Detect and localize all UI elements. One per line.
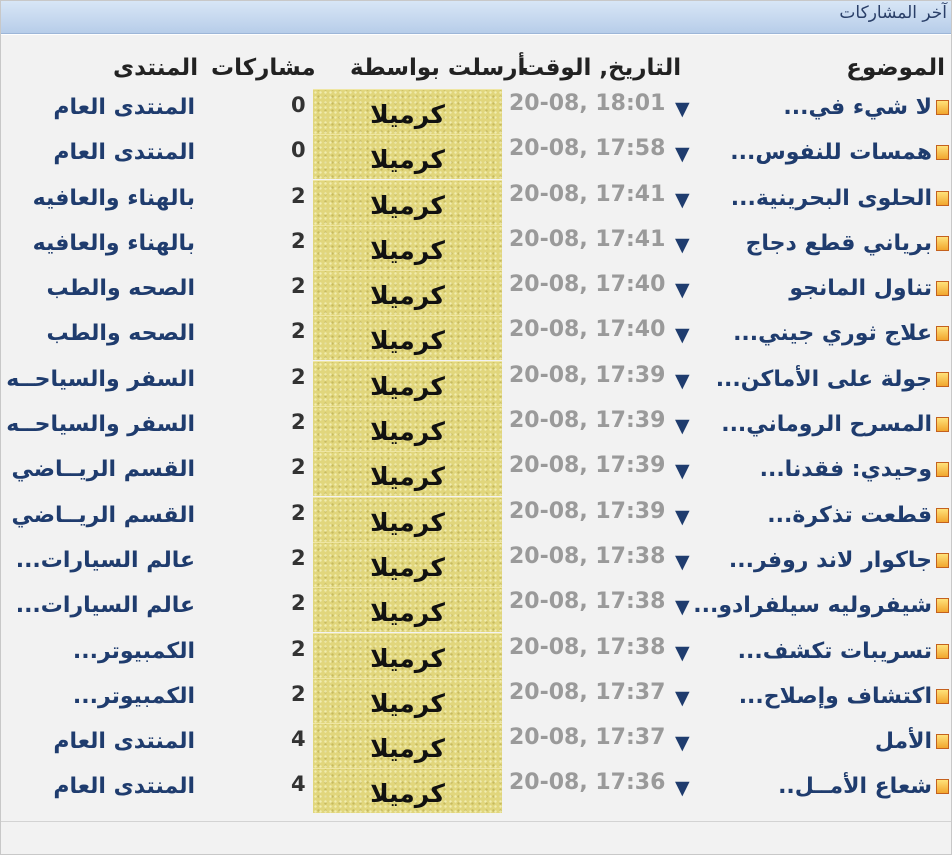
forum-link[interactable]: المنتدى العام (53, 729, 195, 755)
poster-username[interactable]: كرميلا (313, 451, 502, 496)
posts-count: 2 (291, 636, 306, 661)
topic-title: شعاع الأمــل.. (778, 774, 932, 800)
header-date-time: التاريخ, الوقت (521, 55, 682, 81)
forum-link[interactable]: بالهناء والعافيه (32, 185, 195, 211)
topic-title: همسات للنفوس... (730, 140, 932, 166)
new-post-document-icon (936, 689, 949, 704)
table-row (1, 361, 951, 406)
topic-link[interactable] (721, 412, 949, 437)
forum-link[interactable]: القسم الريــاضي (11, 502, 195, 528)
triangle-down-icon[interactable]: ▼ (675, 505, 690, 528)
topic-title: تناول المانجو (789, 276, 932, 302)
panel-title: آخر المشاركات (1, 1, 951, 34)
poster-username[interactable]: كرميلا (313, 270, 502, 315)
topic-title: برياني قطع دجاج (745, 230, 932, 256)
new-post-document-icon (936, 372, 949, 387)
table-row (1, 542, 951, 587)
new-post-document-icon (936, 236, 949, 251)
poster-username[interactable]: كرميلا (313, 89, 502, 134)
topic-title: علاج ثوري جيني... (733, 321, 932, 347)
topic-title: جولة على الأماكن... (715, 366, 932, 392)
topic-link[interactable] (875, 729, 949, 754)
post-date-time: 20-08, 17:39 (509, 408, 666, 434)
table-row (1, 225, 951, 270)
forum-link[interactable]: السفر والسياحــه (6, 366, 195, 392)
new-post-document-icon (936, 644, 949, 659)
posts-count: 2 (291, 183, 306, 208)
posts-count: 2 (291, 545, 306, 570)
topic-link[interactable] (746, 231, 949, 256)
poster-username[interactable]: كرميلا (313, 315, 502, 360)
post-date-time: 20-08, 17:38 (509, 634, 666, 660)
triangle-down-icon[interactable]: ▼ (675, 324, 690, 347)
triangle-down-icon[interactable]: ▼ (675, 233, 690, 256)
triangle-down-icon[interactable]: ▼ (675, 98, 690, 120)
posts-count: 0 (291, 138, 306, 163)
post-date-time: 20-08, 17:37 (509, 679, 666, 705)
posts-count: 2 (291, 455, 306, 480)
topic-link[interactable] (767, 503, 949, 528)
forum-link[interactable]: المنتدى العام (53, 774, 195, 800)
poster-username[interactable]: كرميلا (313, 497, 502, 542)
poster-username[interactable]: كرميلا (313, 587, 502, 632)
forum-link[interactable]: القسم الريــاضي (11, 457, 195, 483)
topic-link[interactable] (729, 548, 949, 573)
new-post-document-icon (936, 734, 949, 749)
topic-link[interactable] (789, 276, 949, 301)
new-post-document-icon (936, 191, 949, 206)
posts-count: 4 (291, 772, 306, 797)
posts-count: 2 (291, 500, 306, 525)
new-post-document-icon (936, 281, 949, 296)
panel-footer (1, 821, 951, 854)
table-row (1, 270, 951, 315)
topic-link[interactable] (778, 774, 949, 799)
poster-username[interactable]: كرميلا (313, 406, 502, 451)
topic-title: شيفروليه سيلفرادو... (693, 593, 932, 619)
new-post-document-icon (936, 326, 949, 341)
table-row (1, 451, 951, 496)
topic-link[interactable] (730, 140, 949, 165)
forum-link[interactable]: الصحه والطب (46, 276, 195, 302)
posts-count: 2 (291, 364, 306, 389)
poster-username[interactable]: كرميلا (313, 542, 502, 587)
new-post-document-icon (936, 417, 949, 432)
post-date-time: 20-08, 17:58 (509, 136, 666, 162)
topic-link[interactable] (738, 639, 949, 664)
new-post-document-icon (936, 508, 949, 523)
triangle-down-icon[interactable]: ▼ (675, 732, 690, 755)
topic-title: تسريبات تكشف... (737, 638, 932, 664)
table-row (1, 315, 951, 360)
post-date-time: 20-08, 17:41 (509, 181, 666, 207)
table-row (1, 180, 951, 225)
triangle-down-icon[interactable]: ▼ (675, 415, 690, 438)
post-date-time: 20-08, 17:38 (509, 543, 666, 569)
topic-title: المسرح الروماني... (721, 412, 932, 438)
forum-link[interactable]: الكمبيوتر... (72, 683, 195, 709)
table-row (1, 89, 951, 134)
forum-link[interactable]: عالم السيارات... (15, 593, 195, 619)
poster-username[interactable]: كرميلا (313, 633, 502, 678)
table-header (1, 55, 951, 87)
posts-count: 2 (291, 319, 306, 344)
posts-count: 2 (291, 410, 306, 435)
topic-title: اكتشاف وإصلاح... (738, 683, 932, 709)
triangle-down-icon[interactable]: ▼ (675, 550, 690, 573)
forum-link[interactable]: المنتدى العام (53, 95, 195, 120)
triangle-down-icon[interactable]: ▼ (675, 777, 690, 800)
forum-link[interactable]: المنتدى العام (53, 140, 195, 166)
topic-link[interactable] (716, 367, 949, 392)
post-date-time: 20-08, 17:39 (509, 498, 666, 524)
new-post-document-icon (936, 145, 949, 160)
topic-title: لا شيء في... (783, 95, 932, 120)
triangle-down-icon[interactable]: ▼ (675, 279, 690, 302)
posts-count: 2 (291, 228, 306, 253)
topic-title: الأمل (874, 729, 932, 755)
topic-link[interactable] (783, 95, 949, 120)
forum-link[interactable]: عالم السيارات... (15, 547, 195, 573)
post-date-time: 20-08, 17:36 (509, 770, 666, 796)
forum-link[interactable]: الكمبيوتر... (72, 638, 195, 664)
triangle-down-icon[interactable]: ▼ (675, 686, 690, 709)
post-date-time: 20-08, 17:40 (509, 317, 666, 343)
triangle-down-icon[interactable]: ▼ (675, 369, 690, 392)
new-post-document-icon (936, 100, 949, 115)
posts-count: 2 (291, 681, 306, 706)
poster-username[interactable]: كرميلا (313, 723, 502, 768)
poster-username[interactable]: كرميلا (313, 134, 502, 179)
post-date-time: 20-08, 17:38 (509, 589, 666, 615)
header-topic: الموضوع (846, 55, 945, 81)
triangle-down-icon[interactable]: ▼ (675, 596, 690, 619)
poster-username[interactable]: كرميلا (313, 768, 502, 813)
post-date-time: 20-08, 17:37 (509, 725, 666, 751)
post-date-time: 20-08, 18:01 (509, 91, 666, 116)
table-row (1, 587, 951, 632)
posts-count: 2 (291, 274, 306, 299)
poster-username[interactable]: كرميلا (313, 678, 502, 723)
table-row (1, 497, 951, 542)
triangle-down-icon[interactable]: ▼ (675, 188, 690, 211)
table-row (1, 723, 951, 768)
new-post-document-icon (936, 553, 949, 568)
topic-title: قطعت تذكرة... (767, 502, 932, 528)
topic-link[interactable] (739, 684, 949, 709)
table-row (1, 633, 951, 678)
triangle-down-icon[interactable]: ▼ (675, 460, 690, 483)
triangle-down-icon[interactable]: ▼ (675, 641, 690, 664)
table-body (1, 89, 951, 814)
posts-count: 2 (291, 591, 306, 616)
topic-link[interactable] (760, 457, 949, 482)
header-posts: مشاركات (211, 55, 316, 81)
table-row (1, 134, 951, 179)
forum-link[interactable]: السفر والسياحــه (6, 412, 195, 438)
post-date-time: 20-08, 17:41 (509, 226, 666, 252)
triangle-down-icon[interactable]: ▼ (675, 143, 690, 166)
new-post-document-icon (936, 462, 949, 477)
new-post-document-icon (936, 598, 949, 613)
topic-title: جاكوار لاند روفر... (728, 547, 932, 573)
posts-count: 0 (291, 93, 306, 117)
topic-link[interactable] (693, 593, 949, 618)
latest-posts-table (1, 35, 951, 821)
post-date-time: 20-08, 17:39 (509, 453, 666, 479)
posts-count: 4 (291, 727, 306, 752)
topic-title: وحيدي: فقدنا... (759, 457, 932, 483)
header-forum: المنتدى (113, 55, 199, 81)
topic-link[interactable] (733, 321, 949, 346)
poster-username[interactable]: كرميلا (313, 225, 502, 270)
table-row (1, 406, 951, 451)
table-row (1, 768, 951, 813)
post-date-time: 20-08, 17:40 (509, 272, 666, 298)
header-sent-by: أرسلت بواسطة (350, 55, 526, 81)
topic-link[interactable] (731, 186, 949, 211)
table-row (1, 678, 951, 723)
poster-username[interactable]: كرميلا (313, 361, 502, 406)
forum-link[interactable]: الصحه والطب (46, 321, 195, 347)
poster-username[interactable]: كرميلا (313, 180, 502, 225)
new-post-document-icon (936, 779, 949, 794)
post-date-time: 20-08, 17:39 (509, 362, 666, 388)
topic-title: الحلوى البحرينية... (730, 185, 932, 211)
forum-link[interactable]: بالهناء والعافيه (32, 230, 195, 256)
